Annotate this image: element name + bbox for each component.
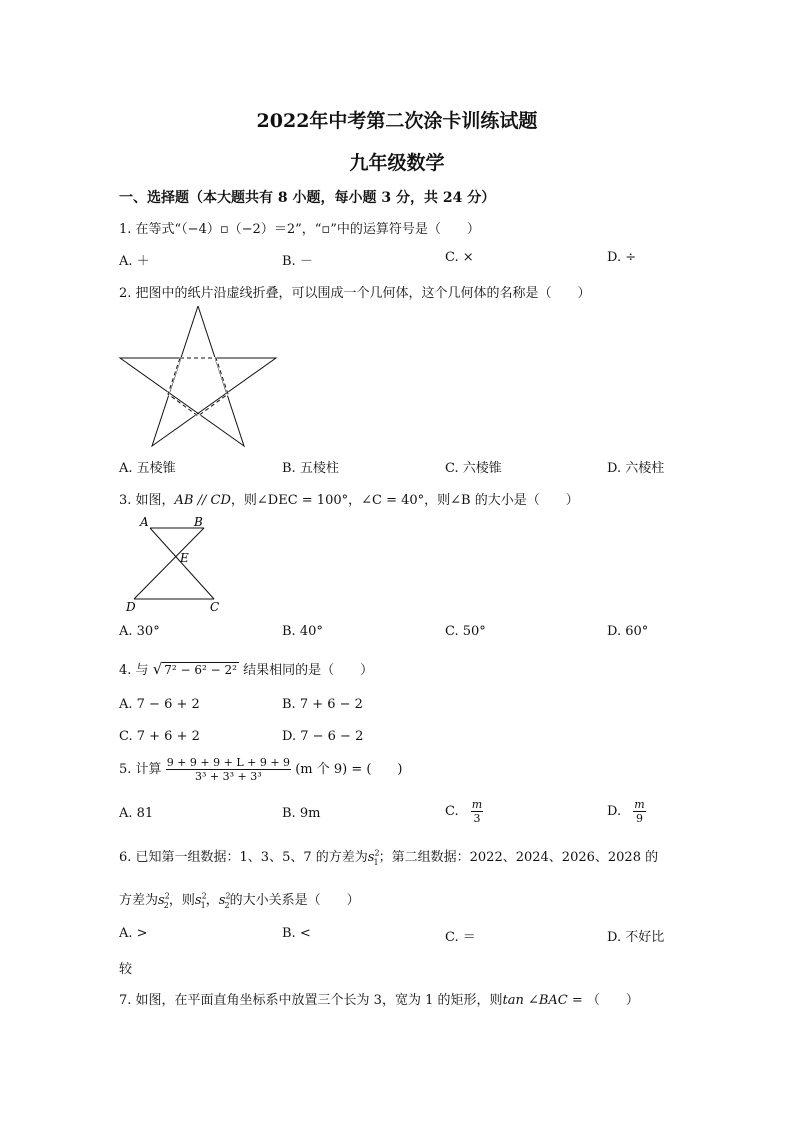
q5-option-d — [607, 798, 646, 825]
q4-option-a: A. 7 − 6 + 2 — [119, 697, 200, 712]
q4-stem-rest: 结果相同的是（ ） — [243, 663, 374, 678]
q1-option-d: D. ÷ — [607, 250, 637, 265]
q5-d-numerator: m — [634, 798, 645, 811]
q2-option-d: D. 六棱柱 — [607, 461, 665, 476]
q6-option-d-wrap: 较 — [119, 962, 133, 977]
q5-fraction-numerator: 9 + 9 + 9 + L + 9 + 9 — [166, 756, 291, 769]
q2-option-c: C. 六棱锥 — [445, 461, 502, 476]
question-6-line-2: 方差为$s^2_2$，则$s^2_1$，$s^2_2$的大小关系是（ ） — [119, 891, 360, 910]
hourglass-figure — [122, 514, 232, 614]
star-figure — [118, 304, 280, 450]
question-5-stem — [119, 756, 403, 783]
q5-stem-rest: (m 个 9) = ( ) — [295, 762, 403, 777]
q3-option-b: B. 40° — [282, 624, 323, 639]
label-C: C — [210, 600, 220, 614]
q5-option-c-label: C. — [445, 804, 459, 819]
q3-option-c: C. 50° — [445, 624, 486, 639]
q4-option-c: C. 7 + 6 + 2 — [119, 729, 200, 744]
q6-line2-b: ，则 — [168, 893, 195, 908]
q4-stem-part: 4. 与 — [119, 663, 149, 678]
q6-option-c: C. ＝ — [445, 930, 476, 945]
question-2-stem: 2. 把图中的纸片沿虚线折叠，可以围成一个几何体，这个几何体的名称是（ ） — [119, 286, 591, 301]
q5-option-a: A. 81 — [119, 806, 154, 821]
q1-option-c: C. × — [445, 250, 474, 265]
label-E: E — [180, 551, 189, 565]
label-B: B — [194, 515, 203, 529]
q6-line2-c: ， — [205, 893, 219, 908]
q3-option-d: D. 60° — [607, 624, 649, 639]
q2-option-b: B. 五棱柱 — [282, 461, 339, 476]
q6-option-d: D. 不好比 — [607, 930, 665, 945]
q5-option-c — [445, 798, 483, 825]
section-heading: 一、选择题（本大题共有 8 小题，每小题 3 分，共 24 分） — [119, 190, 496, 206]
label-A: A — [140, 515, 149, 529]
q6-line2-a: 方差为 — [119, 893, 159, 908]
page-subtitle: 九年级数学 — [349, 152, 445, 174]
q6-line1-a: 6. 已知第一组数据：1、3、5、7 的方差为 — [119, 850, 368, 865]
q5-d-denominator: 9 — [635, 812, 643, 825]
q7-stem-rest: = （ ） — [567, 993, 639, 1008]
question-1-stem: 1. 在等式“（−4）▫（−2）＝2”，“▫”中的运算符号是（ ） — [119, 222, 480, 237]
page-title: 2022年中考第二次涂卡训练试题 — [256, 110, 538, 132]
q1-option-b: B. － — [282, 254, 313, 269]
q5-fraction — [166, 756, 291, 783]
question-7-stem — [119, 989, 639, 1008]
q3-stem-part: 3. 如图， — [119, 493, 175, 508]
question-6-line-1: 6. 已知第一组数据：1、3、5、7 的方差为$s^2_1$；第二组数据：2022、2024、2026、2028 的 — [119, 848, 659, 867]
q3-stem-rest: ，则∠DEC = 100°，∠C = 40°，则∠B 的大小是（ ） — [230, 493, 579, 508]
q4-option-d: D. 7 − 6 − 2 — [282, 729, 364, 744]
q2-option-a: A. 五棱锥 — [119, 461, 176, 476]
q5-fraction-denominator: 3³ + 3³ + 3³ — [195, 770, 262, 783]
q7-stem-part: 7. 如图，在平面直角坐标系中放置三个长为 3，宽为 1 的矩形，则 — [119, 993, 503, 1008]
q6-line1-b: ；第二组数据：2022、2024、2026、2028 的 — [378, 850, 659, 865]
question-3-stem — [119, 489, 579, 508]
q6-option-a: A. > — [119, 926, 148, 941]
q6-s2-compare: s — [218, 893, 226, 908]
q4-radicand: 7² − 6² − 2² — [164, 663, 237, 677]
q5-option-d-label: D. — [607, 804, 622, 819]
label-D: D — [126, 600, 136, 614]
q5-option-b: B. 9m — [282, 806, 321, 821]
q5-c-numerator: m — [471, 798, 483, 811]
q7-tan-expr: tan ∠BAC — [502, 993, 568, 1008]
q6-s1-symbol: s — [367, 850, 375, 865]
q5-stem-part: 5. 计算 — [119, 762, 162, 777]
q3-option-a: A. 30° — [119, 624, 160, 639]
q4-option-b: B. 7 + 6 − 2 — [282, 697, 363, 712]
q6-s1-compare: s — [194, 893, 202, 908]
q6-s2-symbol: s — [158, 893, 165, 908]
q6-option-b: B. < — [282, 926, 311, 941]
q6-line2-d: 的大小关系是（ ） — [229, 893, 360, 908]
q3-parallel-expr: AB // CD — [174, 493, 231, 508]
question-4-stem: 4. 与 √ 7² − 6² − 2² 结果相同的是（ ） — [119, 660, 374, 678]
q1-option-a: A. ＋ — [119, 254, 150, 269]
q5-c-denominator: 3 — [473, 812, 481, 825]
